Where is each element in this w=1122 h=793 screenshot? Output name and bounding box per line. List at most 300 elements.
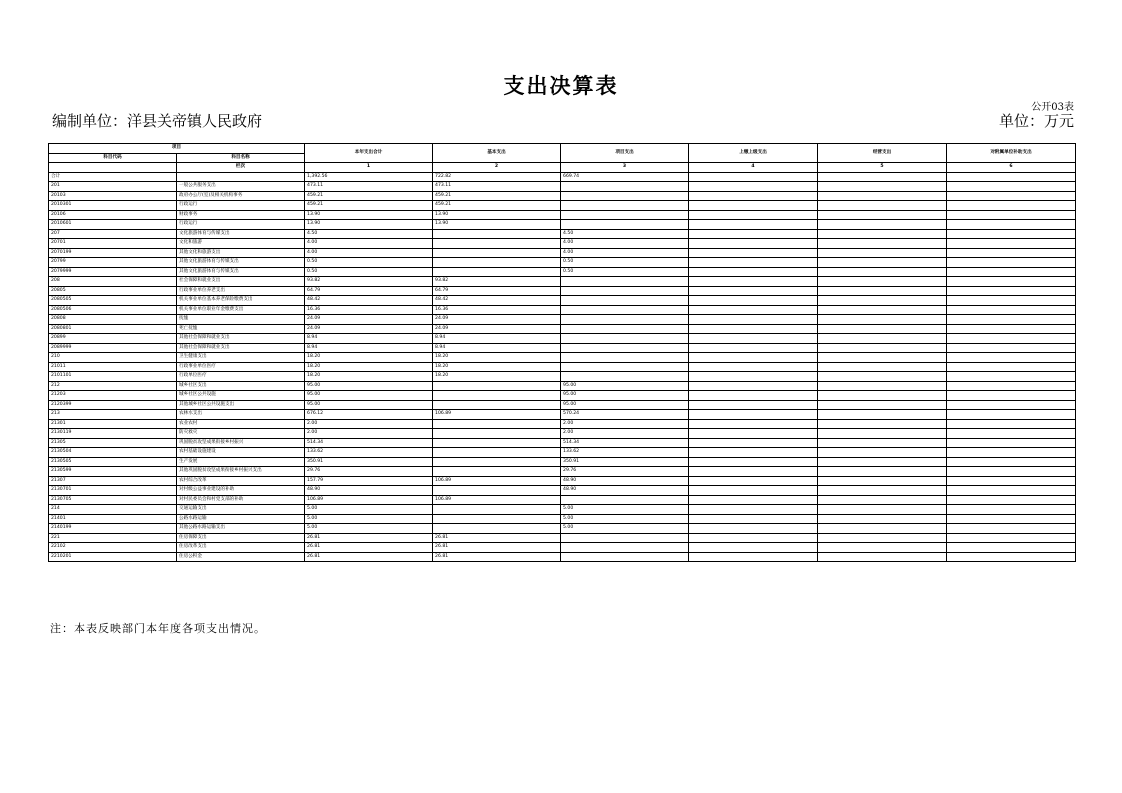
- cell-upper: [689, 191, 818, 201]
- cell-operation: [818, 438, 947, 448]
- cell-code: 20899: [49, 334, 177, 344]
- table-row: [49, 514, 1076, 524]
- header-num-2: 2: [433, 163, 561, 173]
- cell-name: 行政事业单位医疗: [177, 362, 305, 372]
- cell-operation: [818, 372, 947, 382]
- cell-project: [561, 552, 689, 562]
- cell-code: 2140199: [49, 524, 177, 534]
- organization-label: 编制单位：洋县关帝镇人民政府: [52, 112, 263, 130]
- cell-total: 24.09: [305, 315, 433, 325]
- table-row: [49, 239, 1076, 249]
- cell-name: 对村民委员会和村党支部的补助: [177, 495, 305, 505]
- cell-subsidy: [947, 410, 1076, 420]
- cell-subsidy: [947, 372, 1076, 382]
- cell-total: 18.20: [305, 372, 433, 382]
- cell-upper: [689, 381, 818, 391]
- cell-operation: [818, 353, 947, 363]
- cell-operation: [818, 514, 947, 524]
- table-row: [49, 448, 1076, 458]
- cell-subsidy: [947, 334, 1076, 344]
- cell-name: 其他公路水路运输支出: [177, 524, 305, 534]
- table-row: [49, 467, 1076, 477]
- cell-upper: [689, 324, 818, 334]
- cell-basic: [433, 448, 561, 458]
- table-row: [49, 429, 1076, 439]
- table-row: [49, 305, 1076, 315]
- cell-project: 48.90: [561, 486, 689, 496]
- cell-code: 20805: [49, 286, 177, 296]
- cell-total: 64.79: [305, 286, 433, 296]
- cell-total: 0.50: [305, 267, 433, 277]
- cell-basic: [433, 514, 561, 524]
- expenditure-table: [48, 143, 1076, 562]
- cell-name: 死亡抚恤: [177, 324, 305, 334]
- cell-code: 21011: [49, 362, 177, 372]
- cell-basic: 13.90: [433, 210, 561, 220]
- cell-operation: [818, 201, 947, 211]
- cell-basic: 8.94: [433, 343, 561, 353]
- cell-subsidy: [947, 486, 1076, 496]
- cell-basic: 48.42: [433, 296, 561, 306]
- cell-name: 一般公共服务支出: [177, 182, 305, 192]
- cell-operation: [818, 334, 947, 344]
- cell-total: 29.76: [305, 467, 433, 477]
- cell-code: 2130705: [49, 495, 177, 505]
- cell-code: 221: [49, 533, 177, 543]
- table-row: [49, 315, 1076, 325]
- cell-operation: [818, 315, 947, 325]
- table-row: [49, 248, 1076, 258]
- table-row: [49, 353, 1076, 363]
- cell-operation: [818, 248, 947, 258]
- cell-basic: 106.89: [433, 410, 561, 420]
- cell-subsidy: [947, 362, 1076, 372]
- cell-total: 473.11: [305, 182, 433, 192]
- cell-name: 文化旅游体育与传媒支出: [177, 229, 305, 239]
- table-row: [49, 495, 1076, 505]
- cell-name: 行政事业单位养老支出: [177, 286, 305, 296]
- unit-label: 单位：万元: [998, 112, 1074, 130]
- cell-basic: [433, 467, 561, 477]
- cell-upper: [689, 505, 818, 515]
- cell-operation: [818, 258, 947, 268]
- cell-project: 5.00: [561, 514, 689, 524]
- cell-code: 212: [49, 381, 177, 391]
- cell-upper: [689, 334, 818, 344]
- cell-basic: 26.81: [433, 533, 561, 543]
- cell-total: 350.91: [305, 457, 433, 467]
- cell-upper: [689, 419, 818, 429]
- cell-upper: [689, 552, 818, 562]
- cell-basic: 459.21: [433, 201, 561, 211]
- cell-total: 18.20: [305, 362, 433, 372]
- cell-total: 5.00: [305, 505, 433, 515]
- cell-basic: 722.82: [433, 172, 561, 182]
- header-col-basic: 基本支出: [433, 144, 561, 163]
- cell-subsidy: [947, 514, 1076, 524]
- table-row: [49, 258, 1076, 268]
- cell-subsidy: [947, 220, 1076, 230]
- cell-operation: [818, 524, 947, 534]
- cell-basic: [433, 457, 561, 467]
- cell-project: 0.50: [561, 267, 689, 277]
- table-row: [49, 343, 1076, 353]
- cell-project: [561, 277, 689, 287]
- cell-subsidy: [947, 353, 1076, 363]
- cell-basic: [433, 258, 561, 268]
- cell-name: 农村综合改革: [177, 476, 305, 486]
- cell-project: 4.50: [561, 229, 689, 239]
- table-row: [49, 552, 1076, 562]
- cell-operation: [818, 467, 947, 477]
- cell-operation: [818, 229, 947, 239]
- cell-operation: [818, 381, 947, 391]
- table-row: [49, 296, 1076, 306]
- cell-subsidy: [947, 305, 1076, 315]
- cell-project: [561, 362, 689, 372]
- cell-code: 2080506: [49, 305, 177, 315]
- cell-code: 2130701: [49, 486, 177, 496]
- cell-project: [561, 495, 689, 505]
- cell-operation: [818, 486, 947, 496]
- cell-total: 4.00: [305, 239, 433, 249]
- cell-total: 2.00: [305, 419, 433, 429]
- cell-operation: [818, 210, 947, 220]
- cell-code: 21203: [49, 391, 177, 401]
- cell-subsidy: [947, 315, 1076, 325]
- cell-project: 95.00: [561, 381, 689, 391]
- cell-total: 514.34: [305, 438, 433, 448]
- cell-name: 农业农村: [177, 419, 305, 429]
- cell-name: 抚恤: [177, 315, 305, 325]
- cell-name: 卫生健康支出: [177, 353, 305, 363]
- cell-operation: [818, 552, 947, 562]
- cell-code: 207: [49, 229, 177, 239]
- cell-total: 133.62: [305, 448, 433, 458]
- cell-operation: [818, 267, 947, 277]
- cell-project: 95.00: [561, 391, 689, 401]
- cell-operation: [818, 419, 947, 429]
- table-row: [49, 210, 1076, 220]
- table-row: [49, 324, 1076, 334]
- cell-project: [561, 296, 689, 306]
- table-row: [49, 438, 1076, 448]
- cell-upper: [689, 372, 818, 382]
- cell-upper: [689, 210, 818, 220]
- cell-subsidy: [947, 533, 1076, 543]
- cell-project: [561, 353, 689, 363]
- cell-operation: [818, 448, 947, 458]
- cell-upper: [689, 286, 818, 296]
- cell-project: [561, 533, 689, 543]
- cell-upper: [689, 315, 818, 325]
- cell-code: 2080801: [49, 324, 177, 334]
- cell-name: 其他文化旅游体育与传媒支出: [177, 258, 305, 268]
- cell-upper: [689, 391, 818, 401]
- cell-name: 对村级公益事业建设的补助: [177, 486, 305, 496]
- cell-code: 20701: [49, 239, 177, 249]
- cell-total: 8.94: [305, 334, 433, 344]
- cell-project: 570.24: [561, 410, 689, 420]
- cell-total: 93.82: [305, 277, 433, 287]
- cell-basic: [433, 267, 561, 277]
- cell-name: 防灾救灾: [177, 429, 305, 439]
- cell-name: 行政运行: [177, 220, 305, 230]
- cell-operation: [818, 391, 947, 401]
- cell-total: 676.12: [305, 410, 433, 420]
- cell-name: 行政单位医疗: [177, 372, 305, 382]
- header-col-operation: 经营支出: [818, 144, 947, 163]
- cell-operation: [818, 495, 947, 505]
- cell-project: 2.00: [561, 429, 689, 439]
- cell-basic: 8.94: [433, 334, 561, 344]
- cell-subsidy: [947, 343, 1076, 353]
- cell-total: 1,392.56: [305, 172, 433, 182]
- table-row: [49, 381, 1076, 391]
- cell-upper: [689, 239, 818, 249]
- cell-upper: [689, 533, 818, 543]
- cell-subsidy: [947, 448, 1076, 458]
- cell-total: 4.50: [305, 229, 433, 239]
- cell-upper: [689, 400, 818, 410]
- cell-operation: [818, 533, 947, 543]
- cell-name: 住房保障支出: [177, 533, 305, 543]
- cell-subsidy: [947, 495, 1076, 505]
- cell-subsidy: [947, 457, 1076, 467]
- cell-name: 公路水路运输: [177, 514, 305, 524]
- cell-project: [561, 334, 689, 344]
- cell-upper: [689, 457, 818, 467]
- cell-code: 2210201: [49, 552, 177, 562]
- cell-total: 459.21: [305, 191, 433, 201]
- table-row: [49, 524, 1076, 534]
- table-row: [49, 476, 1076, 486]
- cell-code: 2010601: [49, 220, 177, 230]
- cell-project: 29.76: [561, 467, 689, 477]
- cell-total: 106.89: [305, 495, 433, 505]
- cell-upper: [689, 467, 818, 477]
- cell-code: 213: [49, 410, 177, 420]
- table-row: [49, 362, 1076, 372]
- header-num-4: 4: [689, 163, 818, 173]
- cell-subsidy: [947, 324, 1076, 334]
- header-col-upper: 上缴上级支出: [689, 144, 818, 163]
- cell-code: 2130504: [49, 448, 177, 458]
- cell-code: 21401: [49, 514, 177, 524]
- table-row: [49, 505, 1076, 515]
- cell-project: [561, 210, 689, 220]
- cell-total: 48.90: [305, 486, 433, 496]
- footnote: 注：本表反映部门本年度各项支出情况。: [50, 622, 266, 635]
- cell-name: 其他文化和旅游支出: [177, 248, 305, 258]
- cell-upper: [689, 486, 818, 496]
- cell-basic: 18.20: [433, 372, 561, 382]
- cell-project: [561, 324, 689, 334]
- cell-operation: [818, 429, 947, 439]
- cell-basic: 24.09: [433, 324, 561, 334]
- cell-project: [561, 343, 689, 353]
- cell-basic: 64.79: [433, 286, 561, 296]
- cell-name: 住房公积金: [177, 552, 305, 562]
- cell-name: 巩固脱贫攻坚成果衔接乡村振兴: [177, 438, 305, 448]
- cell-upper: [689, 476, 818, 486]
- cell-subsidy: [947, 277, 1076, 287]
- cell-name: 社会保障和就业支出: [177, 277, 305, 287]
- cell-upper: [689, 343, 818, 353]
- cell-total: 95.00: [305, 391, 433, 401]
- cell-upper: [689, 182, 818, 192]
- cell-basic: 473.11: [433, 182, 561, 192]
- cell-subsidy: [947, 296, 1076, 306]
- cell-code: 2080505: [49, 296, 177, 306]
- cell-total: 2.00: [305, 429, 433, 439]
- header-name: 科目名称: [177, 153, 305, 163]
- cell-upper: [689, 248, 818, 258]
- cell-total: 95.00: [305, 381, 433, 391]
- cell-project: [561, 286, 689, 296]
- cell-project: [561, 182, 689, 192]
- cell-upper: [689, 524, 818, 534]
- cell-code: 20808: [49, 315, 177, 325]
- cell-code: 2010301: [49, 201, 177, 211]
- cell-total: 13.90: [305, 220, 433, 230]
- cell-operation: [818, 457, 947, 467]
- cell-upper: [689, 201, 818, 211]
- cell-name: 财政事务: [177, 210, 305, 220]
- cell-name: 其他社会保障和就业支出: [177, 343, 305, 353]
- cell-subsidy: [947, 391, 1076, 401]
- cell-name: 交通运输支出: [177, 505, 305, 515]
- cell-name: 城乡社区公共设施: [177, 391, 305, 401]
- cell-operation: [818, 172, 947, 182]
- cell-basic: 93.82: [433, 277, 561, 287]
- cell-basic: [433, 486, 561, 496]
- cell-subsidy: [947, 524, 1076, 534]
- cell-subsidy: [947, 429, 1076, 439]
- cell-upper: [689, 172, 818, 182]
- header-num-5: 5: [818, 163, 947, 173]
- cell-operation: [818, 410, 947, 420]
- cell-subsidy: [947, 191, 1076, 201]
- cell-code: 201: [49, 182, 177, 192]
- cell-operation: [818, 476, 947, 486]
- cell-basic: [433, 229, 561, 239]
- cell-upper: [689, 410, 818, 420]
- cell-code: 2130119: [49, 429, 177, 439]
- cell-operation: [818, 239, 947, 249]
- page-title: 支出决算表: [503, 73, 619, 98]
- cell-code: 2089999: [49, 343, 177, 353]
- cell-project: 48.90: [561, 476, 689, 486]
- cell-name: 城乡社区支出: [177, 381, 305, 391]
- cell-subsidy: [947, 476, 1076, 486]
- table-row: [49, 277, 1076, 287]
- cell-project: 514.34: [561, 438, 689, 448]
- header-num-6: 6: [947, 163, 1076, 173]
- cell-upper: [689, 267, 818, 277]
- cell-upper: [689, 353, 818, 363]
- cell-total: 4.00: [305, 248, 433, 258]
- cell-subsidy: [947, 229, 1076, 239]
- cell-operation: [818, 305, 947, 315]
- table-row: [49, 286, 1076, 296]
- cell-basic: 106.89: [433, 476, 561, 486]
- table-row: [49, 533, 1076, 543]
- cell-name: 农村基础设施建设: [177, 448, 305, 458]
- cell-total: 26.81: [305, 533, 433, 543]
- cell-upper: [689, 448, 818, 458]
- cell-basic: 26.81: [433, 552, 561, 562]
- table-row: [49, 334, 1076, 344]
- cell-subsidy: [947, 438, 1076, 448]
- cell-total: 8.94: [305, 343, 433, 353]
- cell-total: 157.79: [305, 476, 433, 486]
- cell-basic: 106.89: [433, 495, 561, 505]
- table-row: [49, 172, 1076, 182]
- cell-upper: [689, 229, 818, 239]
- cell-code: 208: [49, 277, 177, 287]
- cell-subsidy: [947, 543, 1076, 553]
- cell-subsidy: [947, 286, 1076, 296]
- cell-project: [561, 543, 689, 553]
- cell-code: 20103: [49, 191, 177, 201]
- cell-name: 文化和旅游: [177, 239, 305, 249]
- cell-subsidy: [947, 210, 1076, 220]
- cell-basic: [433, 505, 561, 515]
- cell-code: 20106: [49, 210, 177, 220]
- table-row: [49, 419, 1076, 429]
- cell-total: 26.81: [305, 543, 433, 553]
- cell-basic: 16.36: [433, 305, 561, 315]
- table-row: [49, 400, 1076, 410]
- cell-basic: [433, 248, 561, 258]
- cell-code: 2070199: [49, 248, 177, 258]
- table-row: [49, 372, 1076, 382]
- cell-subsidy: [947, 201, 1076, 211]
- cell-upper: [689, 495, 818, 505]
- form-number: 公开03表: [1031, 102, 1074, 113]
- table-row: [49, 267, 1076, 277]
- cell-upper: [689, 305, 818, 315]
- cell-name: 行政运行: [177, 201, 305, 211]
- cell-total: 48.42: [305, 296, 433, 306]
- cell-basic: [433, 419, 561, 429]
- cell-upper: [689, 296, 818, 306]
- cell-project: 5.00: [561, 524, 689, 534]
- cell-subsidy: [947, 400, 1076, 410]
- cell-total: 24.09: [305, 324, 433, 334]
- cell-project: [561, 201, 689, 211]
- cell-operation: [818, 182, 947, 192]
- cell-operation: [818, 296, 947, 306]
- header-project: 项目: [49, 144, 305, 154]
- cell-operation: [818, 220, 947, 230]
- cell-project: 0.50: [561, 258, 689, 268]
- cell-basic: [433, 391, 561, 401]
- header-col-project: 项目支出: [561, 144, 689, 163]
- header-col-label: 栏次: [177, 163, 305, 173]
- cell-operation: [818, 400, 947, 410]
- cell-total: 16.36: [305, 305, 433, 315]
- table-row: [49, 182, 1076, 192]
- cell-name: 住房改革支出: [177, 543, 305, 553]
- cell-basic: [433, 381, 561, 391]
- cell-name: 生产发展: [177, 457, 305, 467]
- cell-project: [561, 315, 689, 325]
- cell-code: 2130505: [49, 457, 177, 467]
- cell-project: [561, 372, 689, 382]
- cell-project: [561, 220, 689, 230]
